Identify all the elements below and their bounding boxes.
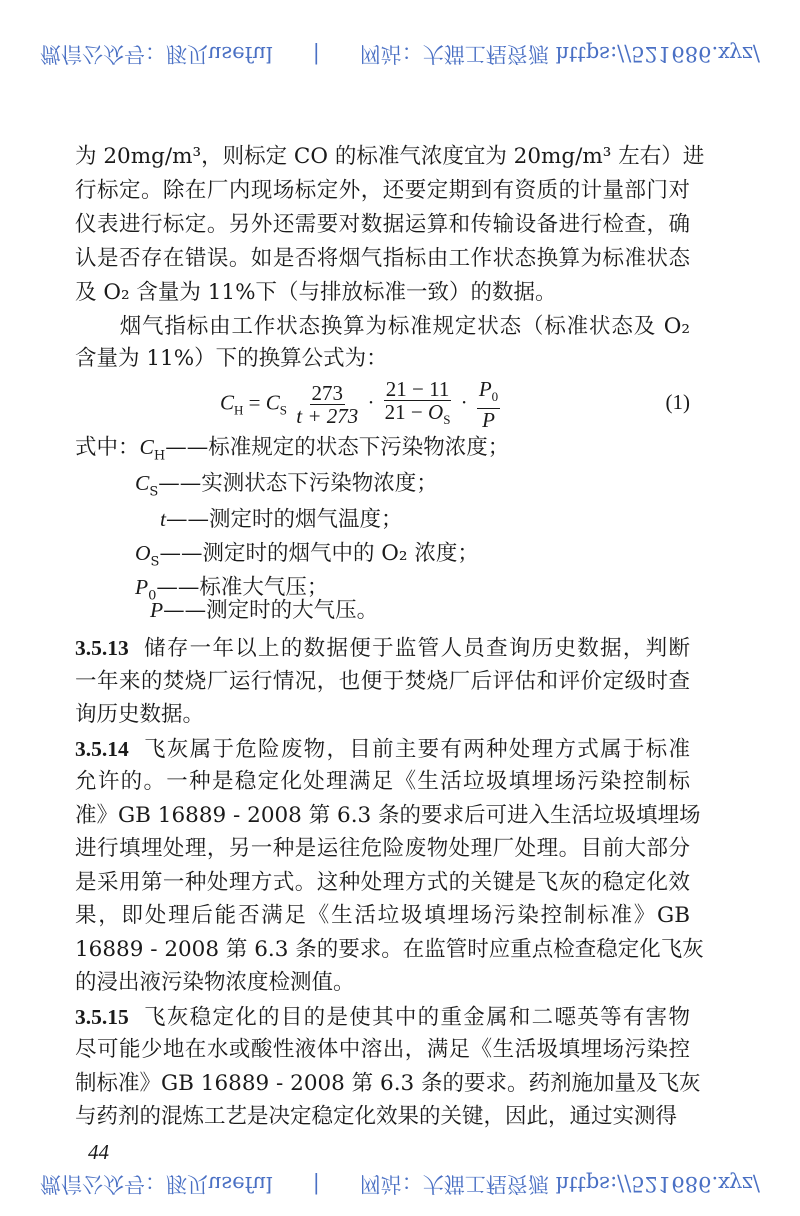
formula-dot: ·: [367, 390, 375, 415]
text-line: [75, 633, 690, 664]
denominator: t + 273: [296, 404, 359, 429]
numerator-p: P: [478, 377, 492, 401]
line-text: 是采用第一种处理方式。这种处理方式的关键是飞灰的稳定化效: [75, 869, 690, 895]
section-number: 3.5.13: [75, 636, 129, 660]
denominator: [385, 401, 451, 431]
fraction-oxygen: [384, 378, 452, 431]
equation-number: (1): [665, 390, 690, 414]
text-line: [75, 801, 701, 831]
line-text: 准》GB 16889 - 2008 第 6.3 条的要求后可进入生活垃圾填埋场: [75, 802, 701, 828]
conversion-formula: [220, 377, 690, 433]
text-line: [75, 767, 690, 797]
symbol: O: [135, 541, 151, 565]
section-number: 3.5.15: [75, 1004, 129, 1029]
denominator-sub: S: [443, 412, 451, 428]
page-number: 44: [88, 1140, 109, 1164]
line-text: 含量为 11%）下的换算公式为：: [75, 346, 388, 371]
line-text: 及 O₂ 含量为 11%下（与排放标准一致）的数据。: [75, 280, 557, 305]
line-text: 一年来的焚烧厂运行情况，也便于焚烧厂后评估和评价定级时查: [75, 668, 690, 694]
definitions-intro: 式中：: [75, 435, 140, 460]
definition-text: ——测定时的大气压。: [163, 598, 379, 623]
numerator-sub: 0: [491, 389, 499, 405]
numerator: 273: [311, 381, 343, 406]
symbol-sub: S: [150, 554, 160, 570]
text-line: [75, 142, 705, 172]
watermark-bottom: [40, 1170, 760, 1200]
text-line: [75, 176, 690, 206]
formula-ch-sub: H: [234, 402, 244, 418]
text-line: [75, 868, 690, 898]
denominator-os: O: [428, 400, 444, 424]
symbol: C: [135, 471, 150, 495]
numerator: 21 − 11: [385, 377, 450, 401]
formula-equals: =: [248, 390, 266, 415]
line-text: 进行填埋处理，另一种是运往危险废物处理厂处理。目前大部分: [75, 836, 690, 861]
text-line: [75, 312, 690, 342]
formula-ch: C: [220, 390, 235, 415]
watermark-wechat: 微信公众号：豚贝useful: [40, 1172, 273, 1196]
line-text: 认是否存在错误。如是否将烟气指标由工作状态换算为标准状态: [75, 246, 690, 271]
symbol: C: [139, 435, 154, 459]
line-text: 16889 - 2008 第 6.3 条的要求。在监管时应重点检查稳定化飞灰: [75, 936, 704, 962]
symbol: P: [150, 598, 164, 622]
symbol: t: [160, 507, 166, 531]
line-text: 制标准》GB 16889 - 2008 第 6.3 条的要求。药剂施加量及飞灰: [75, 1070, 701, 1096]
symbol-sub: H: [153, 448, 166, 464]
formula-cs: C: [265, 390, 280, 415]
watermark-top: [40, 40, 760, 70]
watermark-separator: |: [312, 1173, 320, 1197]
denominator-part: 21 −: [384, 400, 429, 424]
text-line: [75, 210, 690, 240]
fraction-temperature: [296, 382, 358, 427]
denominator: P: [482, 408, 495, 433]
line-text: 允许的。一种是稳定化处理满足《生活垃圾填埋场污染控制标: [75, 769, 690, 794]
watermark-separator: |: [312, 43, 320, 67]
line-text: 储存一年以上的数据便于监管人员查询历史数据，判断: [142, 636, 690, 661]
text-line: [75, 278, 690, 308]
line-text: 果，即处理后能否满足《生活垃圾填埋场污染控制标准》GB: [75, 903, 690, 928]
definition-text: ——标准大气压；: [156, 575, 329, 600]
text-line: [75, 935, 704, 965]
text-line: [75, 667, 690, 697]
symbol: P: [135, 575, 149, 599]
text-line: [75, 700, 690, 730]
text-line: [75, 968, 690, 998]
line-text: 尽可能少地在水或酸性液体中溶出，满足《生活圾填埋场污染控: [75, 1037, 690, 1062]
text-line: [75, 1002, 690, 1033]
numerator: [477, 378, 500, 409]
symbol-sub: S: [149, 484, 159, 500]
definition-item: [135, 468, 438, 507]
definition-text: ——标准规定的状态下污染物浓度；: [165, 435, 510, 460]
section-number: 3.5.14: [75, 736, 129, 761]
line-text: 烟气指标由工作状态换算为标准规定状态（标准状态及 O₂: [75, 314, 690, 339]
line-text: 询历史数据。: [75, 702, 205, 727]
definition-text: ——测定时的烟气中的 O₂ 浓度；: [159, 541, 479, 566]
watermark-site: 网站：大猫工程资源 https://521686.xyz/: [359, 1172, 760, 1196]
line-text: 飞灰稳定化的目的是使其中的重金属和二噁英等有害物: [142, 1004, 690, 1030]
symbol-sub: 0: [148, 588, 157, 604]
text-line: [75, 734, 690, 765]
line-text: 仪表进行标定。另外还需要对数据运算和传输设备进行检查，确: [75, 212, 690, 237]
line-text: 与药剂的混炼工艺是决定稳定化效果的关键，因此，通过实测得: [75, 1104, 678, 1129]
line-text: 的浸出液污染物浓度检测值。: [75, 970, 355, 995]
watermark-site: 网站：大猫工程资源 https://521686.xyz/: [359, 42, 760, 66]
text-line: [75, 1069, 701, 1099]
formula-dot: ·: [460, 390, 468, 415]
text-line: [75, 1035, 690, 1065]
definition-text: ——测定时的烟气温度；: [165, 507, 403, 532]
fraction-pressure: [477, 378, 500, 431]
text-line: [75, 834, 690, 864]
definition-text: ——实测状态下污染物浓度；: [158, 471, 438, 496]
line-text: 为 20mg/m³，则标定 CO 的标准气浓度宜为 20mg/m³ 左右）进: [75, 144, 705, 169]
text-line: [75, 1102, 690, 1132]
text-line: [75, 344, 690, 374]
line-text: 飞灰属于危险废物，目前主要有两种处理方式属于标准: [142, 736, 690, 762]
definition-item: [150, 595, 378, 634]
text-line: [75, 244, 690, 274]
formula-cs-sub: S: [279, 402, 287, 418]
watermark-wechat: 微信公众号：豚贝useful: [40, 42, 273, 66]
definition-item: [75, 432, 509, 471]
line-text: 行标定。除在厂内现场标定外，还要定期到有资质的计量部门对: [75, 178, 690, 203]
text-line: [75, 901, 690, 931]
